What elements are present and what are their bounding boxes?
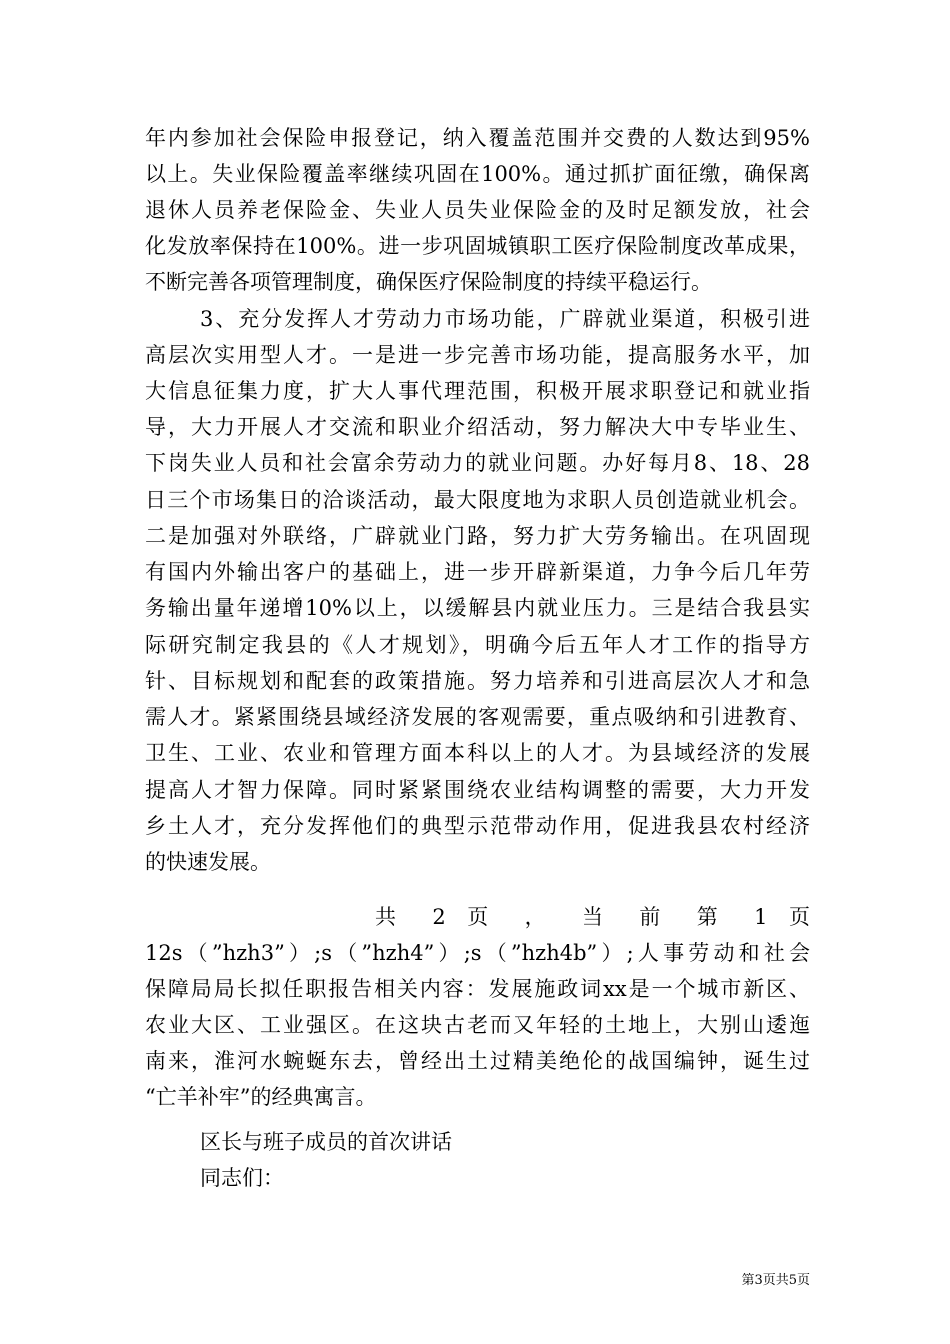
body-line-16: 针、目标规划和配套的政策措施。努力培养和引进高层次人才和急 [145, 669, 810, 693]
salutation: 同志们： [200, 1166, 284, 1190]
body-line-19: 提高人才智力保障。同时紧紧围绕农业结构调整的需要，大力开发 [145, 778, 810, 802]
body-line-23: 12s（”hzh3”）;s（”hzh4”）;s（”hzh4b”）;人事劳动和社会 [145, 941, 810, 965]
body-line-12: 二是加强对外联络，广辟就业门路，努力扩大劳务输出。在巩固现 [145, 524, 810, 548]
body-line-9: 导，大力开展人才交流和职业介绍活动，努力解决大中专毕业生、 [145, 415, 810, 439]
body-line-14: 务输出量年递增10%以上，以缓解县内就业压力。三是结合我县实 [145, 596, 810, 620]
body-line-25: 农业大区、工业强区。在这块古老而又年轻的土地上，大别山逶迤 [145, 1013, 810, 1037]
body-line-15: 际研究制定我县的《人才规划》，明确今后五年人才工作的指导方 [145, 633, 810, 657]
body-line-5: 不断完善各项管理制度，确保医疗保险制度的持续平稳运行。 [145, 270, 712, 294]
body-line-18: 卫生、工业、农业和管理方面本科以上的人才。为县域经济的发展 [145, 741, 810, 765]
body-line-27: “亡羊补牢”的经典寓言。 [145, 1085, 377, 1109]
body-line-17: 需人才。紧紧围绕县域经济发展的客观需要，重点吸纳和引进教育、 [145, 705, 810, 729]
body-line-20: 乡土人才，充分发挥他们的典型示范带动作用，促进我县农村经济 [145, 814, 810, 838]
body-line-24: 保障局局长拟任职报告相关内容：发展施政词xx是一个城市新区、 [145, 977, 810, 1001]
body-line-7: 高层次实用型人才。一是进一步完善市场功能，提高服务水平，加 [145, 343, 810, 367]
page-count-line: 共 2 页 ， 当 前 第 1 页 [375, 905, 810, 929]
body-line-11: 日三个市场集日的洽谈活动，最大限度地为求职人员创造就业机会。 [145, 488, 810, 512]
body-line-1: 年内参加社会保险申报登记，纳入覆盖范围并交费的人数达到95% [145, 126, 810, 150]
body-line-26: 南来，淮河水蜿蜒东去，曾经出土过精美绝伦的战国编钟，诞生过 [145, 1049, 810, 1073]
body-line-6: 3、充分发挥人才劳动力市场功能，广辟就业渠道，积极引进 [200, 307, 810, 331]
body-line-2: 以上。失业保险覆盖率继续巩固在100%。通过抓扩面征缴，确保离 [145, 162, 810, 186]
body-line-13: 有国内外输出客户的基础上，进一步开辟新渠道，力争今后几年劳 [145, 560, 810, 584]
body-line-4: 化发放率保持在100%。进一步巩固城镇职工医疗保险制度改革成果， [145, 234, 810, 258]
section-heading: 区长与班子成员的首次讲话 [200, 1130, 452, 1154]
body-line-8: 大信息征集力度，扩大人事代理范围，积极开展求职登记和就业指 [145, 379, 810, 403]
body-line-3: 退休人员养老保险金、失业人员失业保险金的及时足额发放，社会 [145, 198, 810, 222]
body-line-21: 的快速发展。 [145, 850, 271, 874]
page-footer: 第3页共5页 [741, 1273, 810, 1288]
body-line-10: 下岗失业人员和社会富余劳动力的就业问题。办好每月8、18、28 [145, 451, 810, 475]
